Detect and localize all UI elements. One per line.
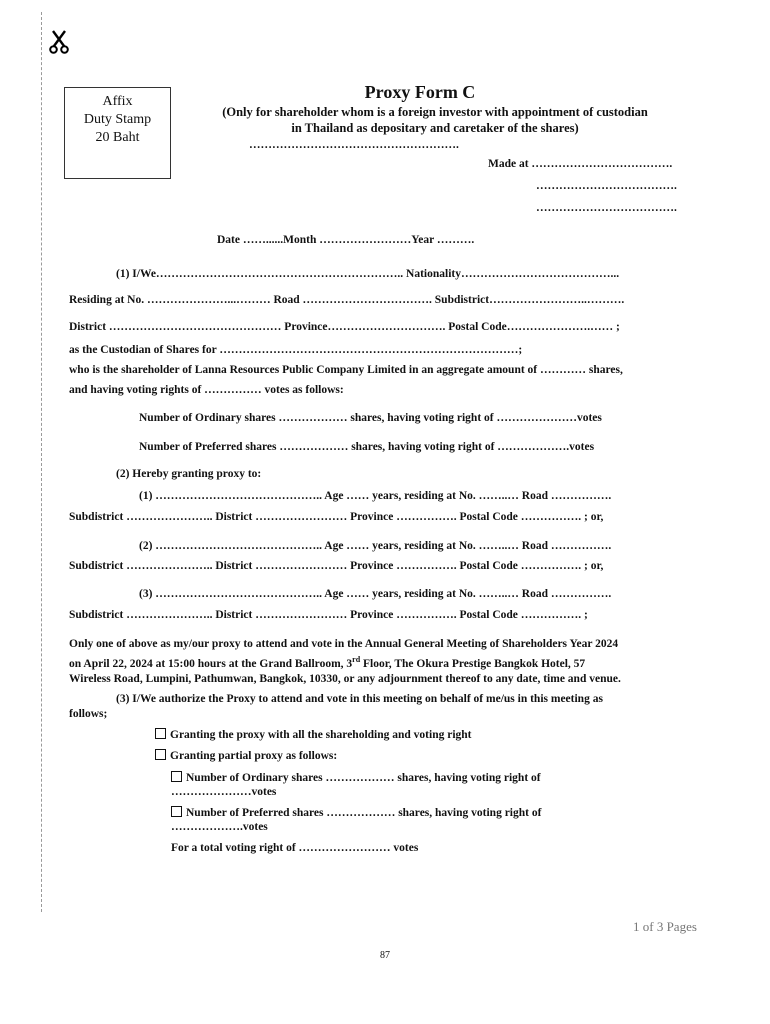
ordinary-shares-field[interactable]: Number of Ordinary shares ……………… shares, having voting right of …………………votes [139,412,602,424]
dotted-field[interactable]: ………………………………………………. [249,139,459,151]
option-partial-shares[interactable] [155,749,337,762]
stamp-line-3: 20 Baht [95,130,140,145]
checkbox-partial-shares[interactable] [155,749,166,760]
name-nationality-field[interactable]: (1) I/We……………………………………………………….. Nationality…………………………………... [116,268,620,280]
total-voting-right[interactable]: For a total voting right of …………………… votes [171,842,419,854]
option-all-label: Granting the proxy with all the shareholding and voting right [170,729,472,741]
partial-preferred-label: Number of Preferred shares ……………… shares, having voting right of [186,807,542,819]
meeting-line-2: on April 22, 2024 at 15:00 hours at the Grand Ballroom, 3rd Floor, The Okura Prestige Bangkok Hotel, 57 [69,655,586,670]
form-subtitle [170,104,700,136]
preferred-shares-field[interactable]: Number of Preferred shares ……………… shares, having voting right of ……………….votes [139,441,595,453]
stamp-line-2: Duty Stamp [83,112,152,127]
page-count: 1 of 3 Pages [633,919,697,934]
shareholder-line-2[interactable]: and having voting rights of …………… votes as follows: [69,384,344,396]
address-field-2[interactable]: ………………………………. [536,180,677,192]
partial-ordinary-label: Number of Ordinary shares ……………… shares, having voting right of [186,772,541,784]
proxy-2-line-1[interactable]: (2) …………………………………….. Age …… years, residing at No. ……..… Road ……………. [139,540,612,552]
form-title: Proxy Form C [364,82,476,102]
subtitle-line-2: in Thailand as depositary and caretaker of the shares) [291,121,579,135]
meeting-paragraph [69,637,700,687]
cut-line [41,12,42,912]
stamp-line-1: Affix [102,94,133,109]
residing-field[interactable]: Residing at No. …………………...……… Road ……………………………. Subdistrict……………………..………. [69,294,625,306]
partial-preferred-option[interactable] [171,806,541,819]
option-partial-label: Granting partial proxy as follows: [170,750,338,762]
subtitle-line-1: (Only for shareholder whom is a foreign investor with appointment of custodian [222,105,648,119]
shareholder-line-1[interactable]: who is the shareholder of Lanna Resources Public Company Limited in an aggregate amount of ………… shares, [69,364,623,376]
checkbox-all-shares[interactable] [155,728,166,739]
proxy-1-line-1[interactable]: (1) …………………………………….. Age …… years, residing at No. ……..… Road ……………. [139,490,612,502]
checkbox-partial-ordinary[interactable] [171,771,182,782]
duty-stamp-box [64,87,171,179]
proxy-2-line-2[interactable]: Subdistrict ………………….. District …………………… Province ……………. Postal Code ……………. ; or, [69,560,604,572]
meeting-line-1: Only one of above as my/our proxy to attend and vote in the Annual General Meeting of Shareholders Year 2024 [69,638,619,650]
proxy-3-line-2[interactable]: Subdistrict ………………….. District …………………… Province ……………. Postal Code ……………. ; [69,609,588,621]
scissors-icon [49,29,69,55]
meeting-line-3: Wireless Road, Lumpini, Pathumwan, Bangkok, 10330, or any adjournment thereof to any date, time and venue. [69,672,621,685]
date-field[interactable]: Date ……......Month ……………………Year ………. [217,234,475,246]
custodian-field[interactable]: as the Custodian of Shares for ……………………………………………………………………; [69,344,523,356]
proxy-1-line-2[interactable]: Subdistrict ………………….. District …………………… Province ……………. Postal Code ……………. ; or, [69,511,604,523]
proxy-3-line-1[interactable]: (3) …………………………………….. Age …… years, residing at No. ……..… Road ……………. [139,588,612,600]
option-all-shares[interactable] [155,728,472,741]
district-field[interactable]: District ……………………………………… Province…………………………. Postal Code………………….…… ; [69,321,620,333]
authorize-line-1: (3) I/We authorize the Proxy to attend and vote in this meeting on behalf of me/us in this meeting as [116,693,603,705]
checkbox-partial-preferred[interactable] [171,806,182,817]
made-at-field[interactable]: Made at ………………………………. [488,158,673,170]
authorize-line-2: follows; [69,708,108,720]
proxy-heading: (2) Hereby granting proxy to: [116,468,262,480]
partial-preferred-votes[interactable]: ……………….votes [171,821,268,833]
partial-ordinary-option[interactable] [171,771,541,784]
page-number: 87 [380,950,390,961]
partial-ordinary-votes[interactable]: …………………votes [171,786,277,798]
address-field-3[interactable]: ………………………………. [536,202,677,214]
